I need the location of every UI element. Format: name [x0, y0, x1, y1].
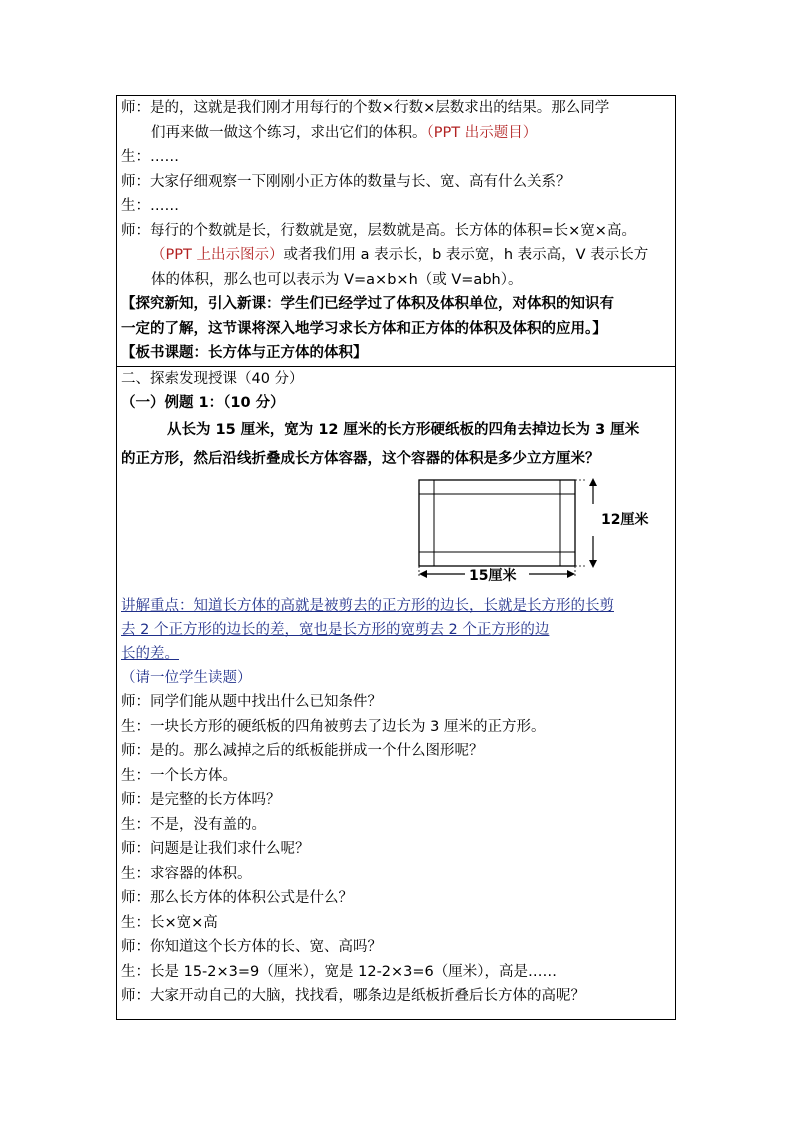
dialogue-line: 生：不是，没有盖的。 [121, 816, 266, 833]
key-point: 讲解重点：知道长方体的高就是被剪去的正方形的边长，长就是长方形的长剪 [121, 597, 614, 614]
cardboard-figure [121, 474, 671, 594]
note-line: 【探究新知，引入新课：学生们已经学过了体积及体积单位，对体积的知识有 [121, 296, 614, 312]
dialogue-line: （PPT 上出示图示）或者我们用 a 表示长，b 表示宽，h 表示高，V 表示长方 [151, 247, 649, 263]
intro-cell [117, 96, 676, 367]
dialogue-line: 师：每行的个数就是长，行数就是宽，层数就是高。长方体的体积=长×宽×高。 [121, 222, 636, 239]
dialogue-line: 体的体积，那么也可以表示为 V=a×b×h（或 V=abh）。 [151, 271, 523, 288]
dialogue-line: 生：一个长方体。 [121, 767, 237, 784]
dialogue-line: 师：是的，这就是我们刚才用每行的个数×行数×层数求出的结果。那么同学 [121, 100, 610, 116]
section-heading: 二、探索发现授课（40 分） [121, 370, 304, 387]
cardboard-diagram [411, 474, 649, 590]
arrow-head [589, 478, 597, 486]
arrow-head [567, 570, 575, 578]
ppt-note: （PPT 上出示图示） [151, 247, 284, 263]
dialogue-line: 生：求容器的体积。 [121, 865, 252, 882]
ppt-note: （PPT 出示题目） [426, 124, 538, 141]
problem-text: 从长为 15 厘米，宽为 12 厘米的长方形硬纸板的四角去掉边长为 3 厘米 [167, 421, 640, 438]
dialogue-line: 师：那么长方体的体积公式是什么？ [121, 890, 353, 906]
dialogue-line: 生：…… [121, 149, 179, 165]
arrow-head [419, 570, 427, 578]
width-label: 15厘米 [469, 567, 517, 584]
board-outline [419, 480, 575, 566]
arrow-head [589, 560, 597, 568]
dialogue-line: 生：长×宽×高 [121, 914, 218, 931]
dialogue-line: 师：问题是让我们求什么呢？ [121, 841, 310, 857]
dialogue-line: 们再来做一做这个练习，求出它们的体积。（PPT 出示题目） [151, 124, 538, 141]
problem-text: 的正方形，然后沿线折叠成长方体容器，这个容器的体积是多少立方厘米？ [121, 450, 600, 467]
lesson-table [116, 95, 676, 1020]
dialogue-line: 师：大家仔细观察一下刚刚小正方体的数量与长、宽、高有什么关系？ [121, 173, 571, 190]
key-point: 长的差。 [121, 645, 179, 662]
key-point: 去 2 个正方形的边长的差，宽也是长方形的宽剪去 2 个正方形的边 [121, 621, 550, 638]
dialogue-line: 师：你知道这个长方体的长、宽、高吗？ [121, 939, 382, 955]
dialogue-line: 师：是的。那么减掉之后的纸板能拼成一个什么图形呢？ [121, 743, 484, 759]
dialogue-line: 生：…… [121, 198, 179, 214]
example-heading: （一）例题 1：（10 分） [121, 395, 285, 411]
read-instruction: （请一位学生读题） [121, 669, 252, 686]
explore-cell [117, 366, 676, 1019]
dialogue-line: 生：长是 15-2×3=9（厘米），宽是 12-2×3=6（厘米），高是…… [121, 963, 558, 980]
dialogue-line: 师：同学们能从题中找出什么已知条件？ [121, 694, 382, 710]
note-line: 一定的了解，这节课将深入地学习求长方体和正方体的体积及体积的应用。】 [121, 320, 607, 337]
board-title: 【板书课题：长方体与正方体的体积】 [121, 345, 368, 361]
dialogue-line: 生：一块长方形的硬纸板的四角被剪去了边长为 3 厘米的正方形。 [121, 718, 546, 735]
dialogue-line: 师：是完整的长方体吗？ [121, 792, 281, 808]
height-label: 12厘米 [601, 511, 649, 528]
dialogue-line: 师：大家开动自己的大脑，找找看，哪条边是纸板折叠后长方体的高呢？ [121, 988, 585, 1004]
